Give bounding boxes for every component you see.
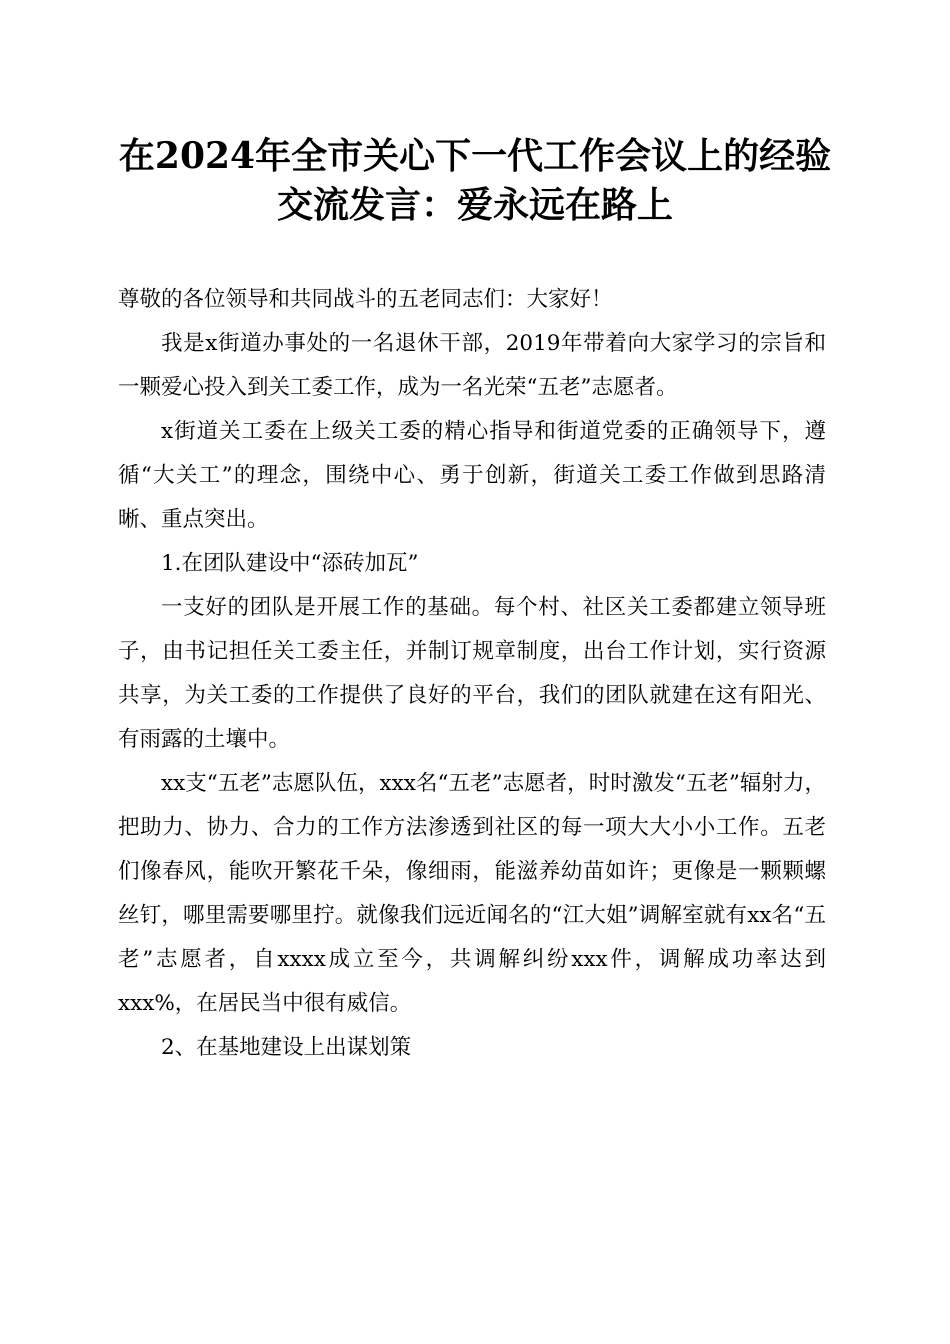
document-body — [118, 278, 826, 1070]
title-line-2: 交流发言：爱永远在路上 — [276, 184, 673, 226]
paragraph-volunteers: xx支“五老”志愿队伍，xxx名“五老”志愿者，时时激发“五老”辐射力，把助力、协力、合力的工作方法渗透到社区的每一项大大小小工作。五老们像春风，能吹开繁花千朵，像细雨，能滋养幼苗如许；更像是一颗颗螺丝钉，哪里需要哪里拧。就像我们远近闻名的“江大姐”调解室就有xx名“五老”志愿者，自xxxx成立至今，共调解纠纷xxx件，调解成功率达到xxx%，在居民当中很有威信。 — [118, 771, 826, 1016]
paragraph-team-foundation: 一支好的团队是开展工作的基础。每个村、社区关工委都建立领导班子，由书记担任关工委主任，并制订规章制度，出台工作计划，实行资源共享，为关工委的工作提供了良好的平台，我们的团队就建在这有阳光、有雨露的土壤中。 — [118, 595, 826, 752]
document-title — [80, 132, 870, 230]
section-heading-2: 2、在基地建设上出谋划策 — [161, 1035, 412, 1060]
section-heading-1: 1.在团队建设中“添砖加瓦” — [161, 551, 419, 576]
greeting: 尊敬的各位领导和共同战斗的五老同志们：大家好！ — [118, 287, 613, 312]
title-line-1: 在2024年全市关心下一代工作会议上的经验 — [118, 135, 832, 177]
paragraph-overview: x街道关工委在上级关工委的精心指导和街道党委的正确领导下，遵循“大关工”的理念，围绕中心、勇于创新，街道关工委工作做到思路清晰、重点突出。 — [118, 419, 826, 532]
paragraph-intro: 我是x街道办事处的一名退休干部，2019年带着向大家学习的宗旨和一颗爱心投入到关工委工作，成为一名光荣“五老”志愿者。 — [118, 331, 826, 400]
